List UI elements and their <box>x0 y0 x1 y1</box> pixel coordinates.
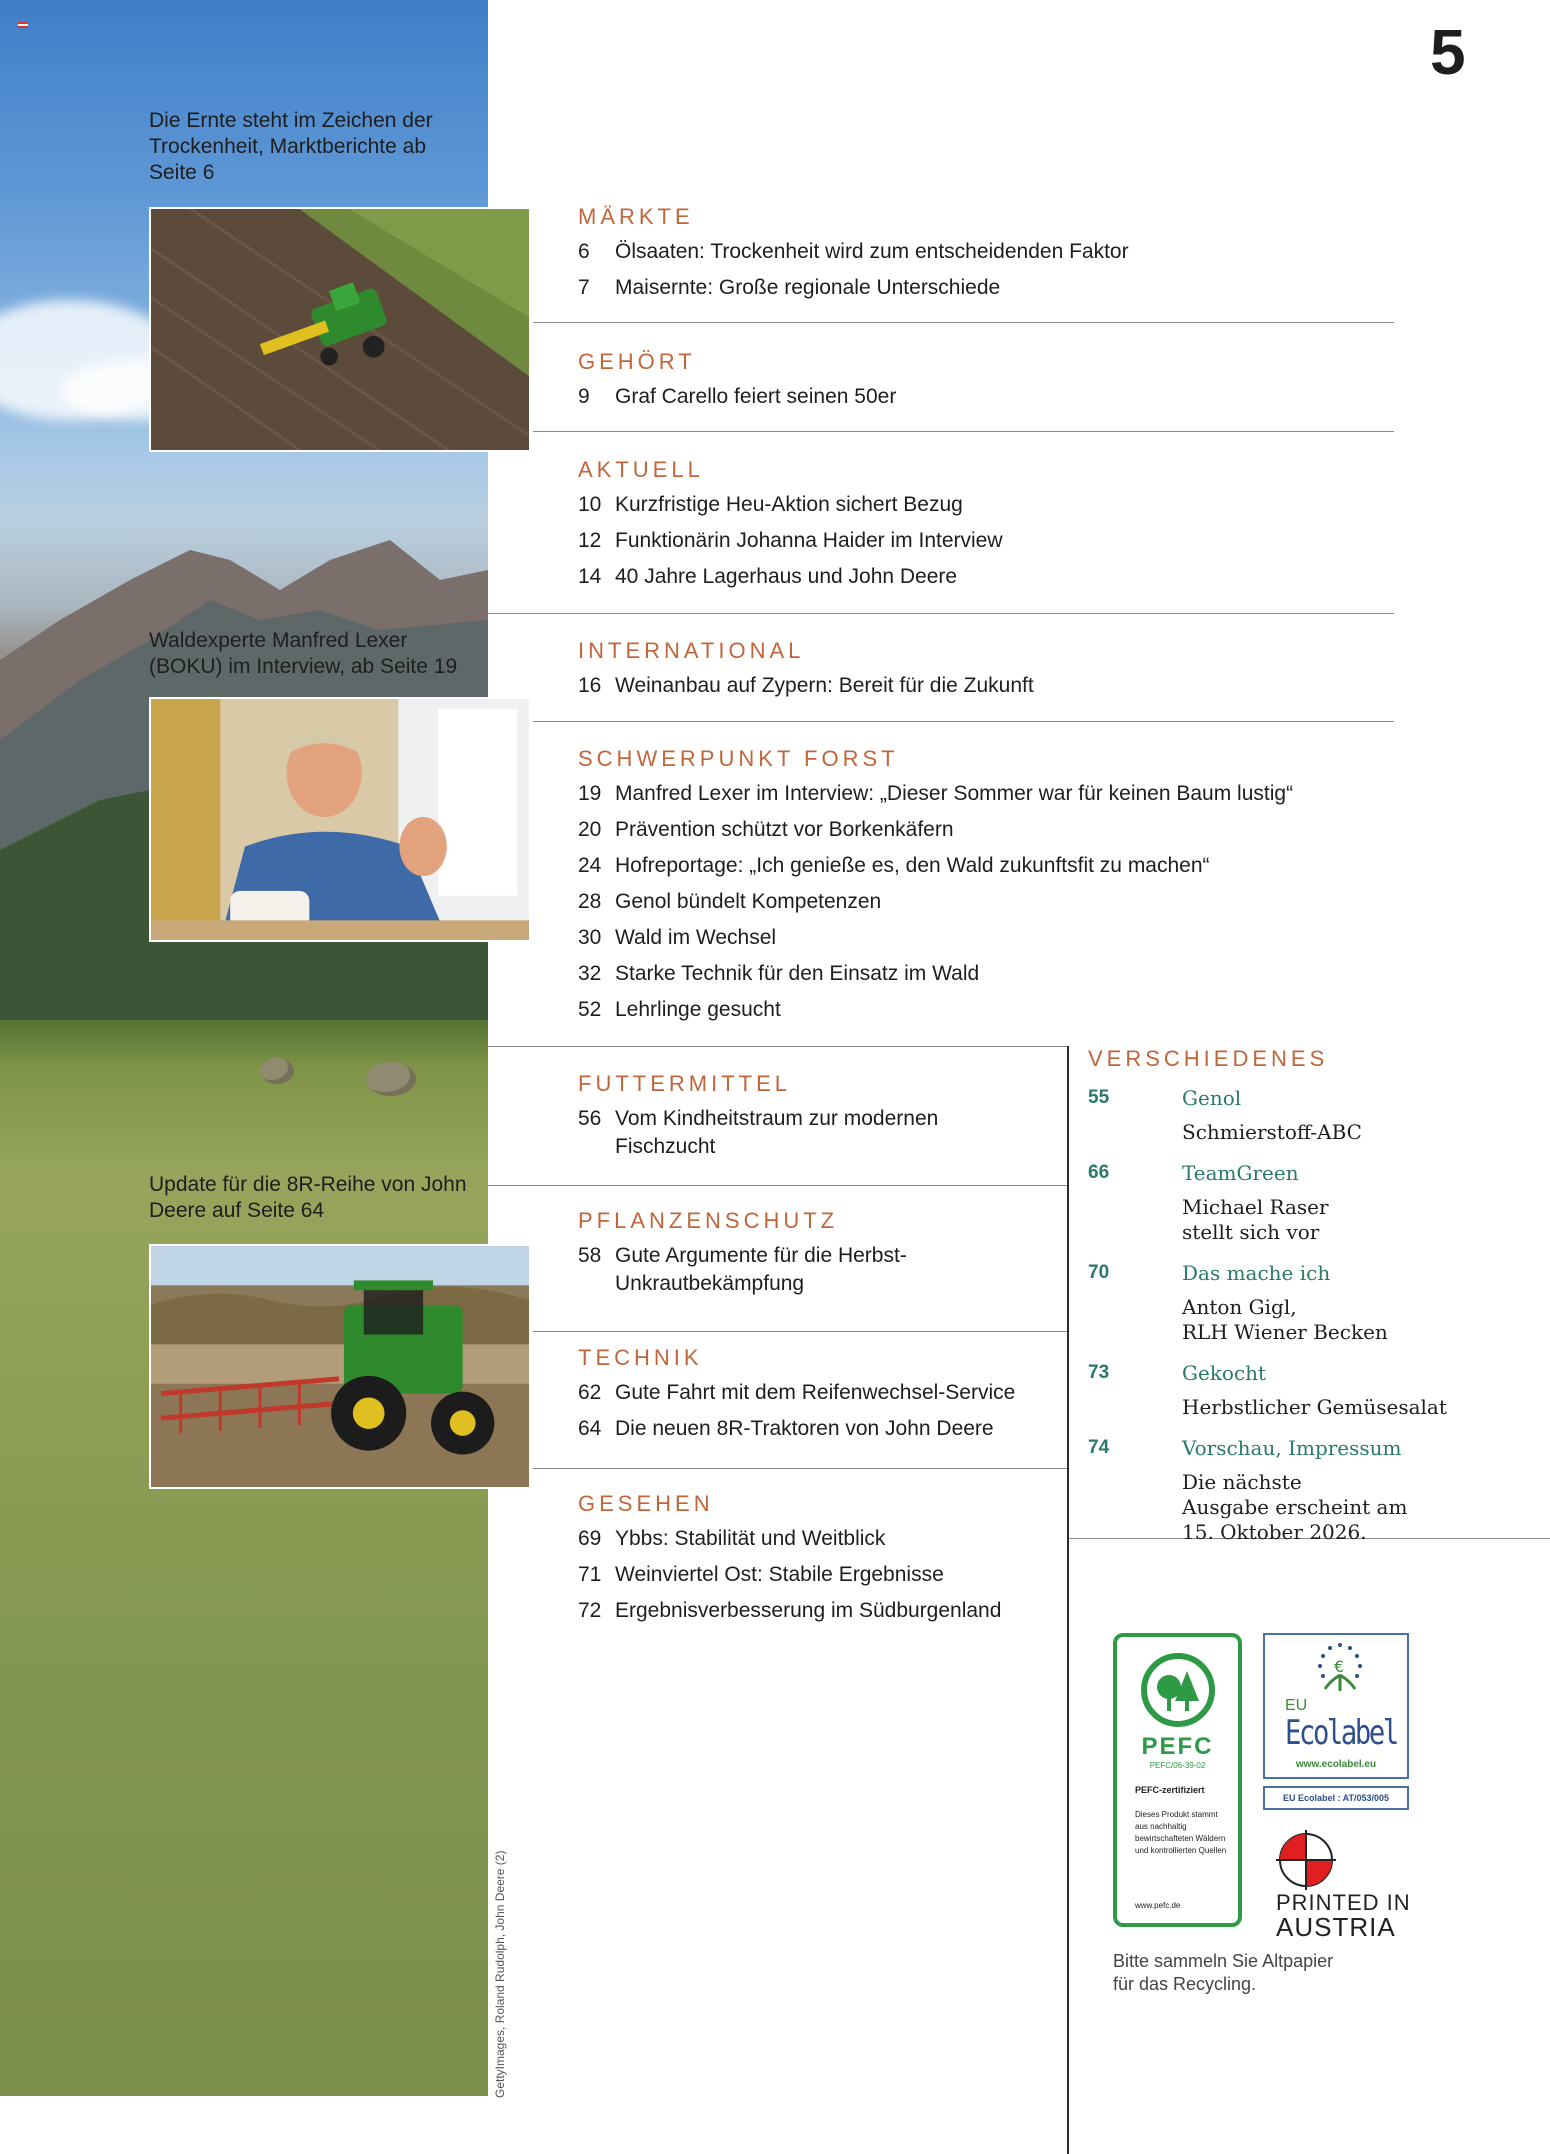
misc-desc: Die nächste Ausgabe erscheint am 15. Oktober 2026. <box>1182 1470 1408 1544</box>
divider <box>533 1468 1068 1469</box>
toc-page: 14 <box>578 565 602 588</box>
toc-entry[interactable] <box>578 1561 1058 1589</box>
toc-text: Manfred Lexer im Interview: „Dieser Sommer war für keinen Baum lustig“ <box>615 782 1294 805</box>
misc-desc: Herbstlicher Gemüsesalat <box>1182 1395 1447 1419</box>
toc-page: 9 <box>578 385 590 408</box>
toc-entry[interactable] <box>578 1242 1018 1298</box>
toc-text: Ybbs: Stabilität und Weitblick <box>615 1527 886 1550</box>
toc-entry[interactable] <box>578 996 1338 1024</box>
divider <box>488 613 1394 614</box>
toc-entry[interactable] <box>578 816 1338 844</box>
toc-page: 64 <box>578 1417 602 1440</box>
photo-harvester-field <box>149 207 531 452</box>
ecolabel-registration: EU Ecolabel : AT/053/005 <box>1263 1786 1409 1810</box>
toc-text: Vom Kindheitstraum zur modernen Fischzucht <box>615 1107 939 1158</box>
photo-john-deere-tractor <box>149 1244 531 1489</box>
section-title: MÄRKTE <box>578 204 694 229</box>
toc-text: Starke Technik für den Einsatz im Wald <box>615 962 980 985</box>
pefc-url: www.pefc.de <box>1135 1901 1181 1910</box>
caption-harvest: Die Ernte steht im Zeichen der Trockenheit, Marktberichte ab Seite 6 <box>149 109 433 184</box>
eu-stars-icon <box>1315 1641 1365 1691</box>
toc-page: 52 <box>578 998 602 1021</box>
toc-entry[interactable] <box>578 491 1178 519</box>
toc-entry[interactable] <box>578 1379 1058 1407</box>
toc-entry[interactable] <box>578 1525 1058 1553</box>
section-gesehen <box>578 1491 1058 1625</box>
toc-text: Weinviertel Ost: Stabile Ergebnisse <box>615 1563 944 1586</box>
column-divider <box>1067 1046 1069 2154</box>
toc-text: Funktionärin Johanna Haider im Interview <box>615 529 1003 552</box>
section-technik <box>578 1345 1058 1443</box>
misc-link[interactable]: Genol <box>1182 1086 1242 1110</box>
misc-desc: Michael Raser stellt sich vor <box>1182 1195 1329 1244</box>
misc-item[interactable] <box>1088 1261 1528 1345</box>
toc-text: Hofreportage: „Ich genieße es, den Wald zukunftsfit zu machen“ <box>615 854 1210 877</box>
section-title: INTERNATIONAL <box>578 638 805 663</box>
printed-in-austria-logo <box>1276 1830 1416 1940</box>
misc-item[interactable] <box>1088 1436 1528 1545</box>
toc-text: Kurzfristige Heu-Aktion sichert Bezug <box>615 493 963 516</box>
toc-text: Maisernte: Große regionale Unterschiede <box>615 276 1001 299</box>
recycling-note: Bitte sammeln Sie Altpapier für das Recycling. <box>1113 1951 1334 1994</box>
crosshair-icon <box>1276 1830 1336 1890</box>
pefc-code: PEFC/06-39-02 <box>1149 1761 1206 1770</box>
toc-page: 56 <box>578 1107 602 1130</box>
ecolabel-url: www.ecolabel.eu <box>1295 1759 1377 1770</box>
pefc-logo <box>1113 1633 1242 1927</box>
toc-entry[interactable] <box>578 780 1338 808</box>
misc-link[interactable]: TeamGreen <box>1182 1161 1299 1185</box>
toc-entry[interactable] <box>578 238 1178 266</box>
misc-desc: Anton Gigl, RLH Wiener Becken <box>1182 1295 1388 1344</box>
toc-entry[interactable] <box>578 1105 1018 1161</box>
misc-desc: Schmierstoff-ABC <box>1182 1120 1362 1144</box>
misc-link[interactable]: Vorschau, Impressum <box>1182 1436 1402 1460</box>
ecolabel-name: Ecolabel <box>1285 1713 1397 1753</box>
toc-page: 16 <box>578 674 602 697</box>
misc-page: 66 <box>1088 1162 1110 1183</box>
toc-text: Gute Fahrt mit dem Reifenwechsel-Service <box>615 1381 1016 1404</box>
toc-entry[interactable] <box>578 924 1338 952</box>
misc-page: 55 <box>1088 1087 1110 1108</box>
section-international <box>578 638 1178 700</box>
toc-entry[interactable] <box>578 960 1338 988</box>
toc-entry[interactable] <box>578 852 1338 880</box>
divider <box>533 431 1394 432</box>
section-schwerpunkt-forst <box>578 746 1338 1024</box>
toc-page: 12 <box>578 529 602 552</box>
section-title: TECHNIK <box>578 1345 703 1370</box>
toc-page: 32 <box>578 962 602 985</box>
caption-tractor: Update für die 8R-Reihe von John Deere auf Seite 64 <box>149 1173 467 1222</box>
toc-text: Ergebnisverbesserung im Südburgenland <box>615 1599 1002 1622</box>
section-title: VERSCHIEDENES <box>1088 1046 1329 1071</box>
toc-text: Weinanbau auf Zypern: Bereit für die Zukunft <box>615 674 1034 697</box>
section-title: GESEHEN <box>578 1491 714 1516</box>
toc-page: 6 <box>578 240 590 263</box>
pefc-certified: PEFC-zertifiziert <box>1135 1785 1205 1795</box>
misc-page: 73 <box>1088 1362 1110 1383</box>
photo-credit: GettyImages, Roland Rudolph, John Deere (2) <box>493 1850 507 2098</box>
divider <box>488 1185 1068 1186</box>
toc-page: 10 <box>578 493 602 516</box>
toc-entry[interactable] <box>578 1597 1058 1625</box>
misc-link[interactable]: Das mache ich <box>1182 1261 1331 1285</box>
toc-entry[interactable] <box>578 1415 1058 1443</box>
toc-page: 24 <box>578 854 602 877</box>
section-aktuell <box>578 457 1178 591</box>
toc-page: 62 <box>578 1381 602 1404</box>
toc-page: 19 <box>578 782 602 805</box>
toc-text: Prävention schützt vor Borkenkäfern <box>615 818 954 841</box>
divider <box>533 721 1394 722</box>
toc-page: 30 <box>578 926 602 949</box>
section-title: PFLANZENSCHUTZ <box>578 1208 839 1233</box>
toc-page: 69 <box>578 1527 602 1550</box>
pefc-tree-icon <box>1139 1651 1217 1729</box>
section-title: GEHÖRT <box>578 349 696 374</box>
toc-entry[interactable] <box>578 383 1178 411</box>
toc-text: Genol bündelt Kompetenzen <box>615 890 882 913</box>
toc-entry[interactable] <box>578 672 1178 700</box>
toc-entry[interactable] <box>578 888 1338 916</box>
toc-entry[interactable] <box>578 563 1178 591</box>
misc-item[interactable] <box>1088 1361 1528 1420</box>
section-futtermittel <box>578 1071 1018 1161</box>
misc-item[interactable] <box>1088 1086 1528 1145</box>
ecolabel-eu: EU <box>1285 1697 1308 1714</box>
toc-text: Wald im Wechsel <box>615 926 777 949</box>
flag-icon <box>18 22 28 28</box>
toc-entry[interactable] <box>578 274 1178 302</box>
austria-text: AUSTRIA <box>1276 1912 1396 1942</box>
toc-text: Die neuen 8R-Traktoren von John Deere <box>615 1417 994 1440</box>
section-pflanzenschutz <box>578 1208 1018 1298</box>
toc-text: Graf Carello feiert seinen 50er <box>615 385 897 408</box>
page-number: 5 <box>1430 16 1466 88</box>
misc-page: 74 <box>1088 1437 1110 1458</box>
svg-text:€: € <box>1334 1657 1345 1676</box>
section-title: SCHWERPUNKT FORST <box>578 746 899 771</box>
pefc-title: PEFC <box>1141 1733 1214 1760</box>
photo-manfred-lexer <box>149 697 531 942</box>
toc-page: 72 <box>578 1599 602 1622</box>
toc-page: 58 <box>578 1244 602 1267</box>
eu-ecolabel-logo <box>1263 1633 1409 1779</box>
divider <box>488 1046 1068 1047</box>
section-maerkte <box>578 204 1178 302</box>
section-title: AKTUELL <box>578 457 704 482</box>
printed-text: PRINTED IN <box>1276 1890 1411 1915</box>
section-title: FUTTERMITTEL <box>578 1071 791 1096</box>
toc-page: 7 <box>578 276 590 299</box>
caption-interview: Waldexperte Manfred Lexer (BOKU) im Interview, ab Seite 19 <box>149 629 458 678</box>
section-verschiedenes <box>1088 1046 1528 1545</box>
toc-entry[interactable] <box>578 527 1178 555</box>
misc-item[interactable] <box>1088 1161 1528 1245</box>
toc-page: 28 <box>578 890 602 913</box>
misc-link[interactable]: Gekocht <box>1182 1361 1267 1385</box>
toc-text: Gute Argumente für die Herbst-Unkrautbekämpfung <box>615 1244 907 1295</box>
toc-text: 40 Jahre Lagerhaus und John Deere <box>615 565 958 588</box>
section-gehoert <box>578 349 1178 411</box>
pefc-text: Dieses Produkt stammt aus nachhaltig bewirtschafteten Wäldern und kontrollierten Quellen <box>1135 1810 1227 1855</box>
toc-text: Ölsaaten: Trockenheit wird zum entscheidenden Faktor <box>615 240 1129 263</box>
divider <box>533 1331 1068 1332</box>
toc-text: Lehrlinge gesucht <box>615 998 781 1021</box>
divider <box>533 322 1394 323</box>
toc-page: 20 <box>578 818 602 841</box>
misc-page: 70 <box>1088 1262 1110 1283</box>
toc-page: 71 <box>578 1563 602 1586</box>
